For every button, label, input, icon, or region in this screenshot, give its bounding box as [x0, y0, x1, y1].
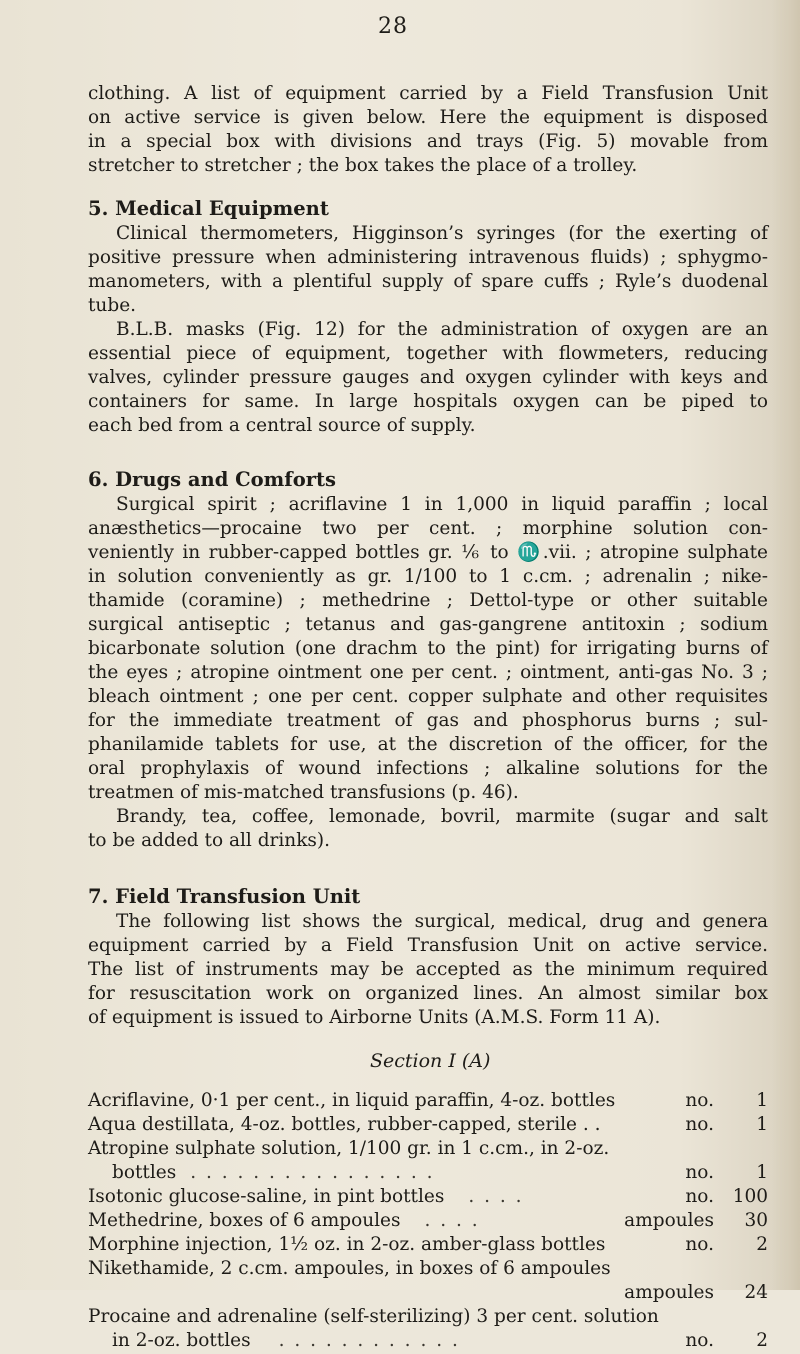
item-description: Morphine injection, 1½ oz. in 2-oz. amber-glass bottles	[88, 1234, 606, 1255]
text-line: the eyes ; atropine ointment one per cent. ; ointment, anti-gas No. 3 ;	[88, 662, 768, 683]
section-field-transfusion-unit	[88, 884, 768, 1030]
item-description: Acriflavine, 0·1 per cent., in liquid paraffin, 4-oz. bottles	[88, 1090, 616, 1111]
text-line: containers for same. In large hospitals oxygen can be piped to	[88, 391, 768, 412]
list-item	[88, 1088, 768, 1114]
item-description	[88, 1208, 480, 1234]
item-unit: no.	[685, 1090, 714, 1111]
item-quantity: 2	[756, 1330, 768, 1351]
item-unit: ampoules	[624, 1210, 714, 1231]
list-item	[88, 1232, 768, 1258]
text-line: anæsthetics—procaine two per cent. ; morphine solution con-	[88, 518, 768, 539]
leader-dots: . . . . . . . . . . . .	[278, 1330, 460, 1351]
text-line: of equipment is issued to Airborne Units (A.M.S. Form 11 A).	[88, 1007, 661, 1028]
section-heading: 6. Drugs and Comforts	[88, 468, 336, 491]
text-line: bicarbonate solution (one drachm to the pint) for irrigating burns of	[88, 638, 768, 659]
item-description: Nikethamide, 2 c.cm. ampoules, in boxes of 6 ampoules	[88, 1258, 611, 1279]
list-item	[88, 1208, 768, 1234]
intro-paragraph	[88, 82, 768, 178]
text-line: stretcher to stretcher ; the box takes the place of a trolley.	[88, 155, 638, 176]
text-line: oral prophylaxis of wound infections ; alkaline solutions for the	[88, 758, 768, 779]
list-item	[88, 1328, 768, 1354]
leader-dots: . . . . . . . . . . . . . . . .	[190, 1162, 435, 1183]
item-quantity: 24	[744, 1282, 768, 1303]
item-description: Aqua destillata, 4-oz. bottles, rubber-capped, sterile . .	[88, 1114, 601, 1135]
item-unit: no.	[685, 1114, 714, 1135]
section-heading: 7. Field Transfusion Unit	[88, 885, 361, 908]
text-line: valves, cylinder pressure gauges and oxygen cylinder with keys and	[88, 367, 768, 388]
text-line: equipment carried by a Field Transfusion Unit on active service.	[88, 935, 768, 956]
text-line: each bed from a central source of supply.	[88, 415, 476, 436]
item-unit: no.	[685, 1330, 714, 1351]
subsection-title: Section I (A)	[370, 1050, 491, 1072]
page-number: 28	[378, 14, 408, 39]
text-line: treatmen of mis-matched transfusions (p. 46).	[88, 782, 519, 803]
text-line: tube.	[88, 295, 137, 316]
item-quantity: 1	[756, 1090, 768, 1111]
item-description: Procaine and adrenaline (self-sterilizing) 3 per cent. solution	[88, 1306, 659, 1327]
text-line: thamide (coramine) ; methedrine ; Dettol-type or other suitable	[88, 590, 768, 611]
text-line: on active service is given below. Here the equipment is disposed	[88, 107, 768, 128]
text-line: phanilamide tablets for use, at the discretion of the officer, for the	[88, 734, 768, 755]
text-line: for resuscitation work on organized lines. An almost similar box	[88, 983, 768, 1004]
page-edge-shadow	[772, 0, 800, 1290]
leader-dots: . . . .	[424, 1210, 480, 1231]
item-quantity: 2	[756, 1234, 768, 1255]
section-medical-equipment	[88, 196, 768, 438]
item-quantity: 30	[744, 1210, 768, 1231]
item-quantity: 1	[756, 1114, 768, 1135]
item-unit: no.	[685, 1234, 714, 1255]
item-description-text: Isotonic glucose-saline, in pint bottles	[88, 1186, 445, 1207]
list-item	[88, 1304, 768, 1330]
text-line: manometers, with a plentiful supply of spare cuffs ; Ryle’s duodenal	[88, 271, 768, 292]
list-item	[88, 1280, 768, 1306]
list-item	[88, 1112, 768, 1138]
text-line: essential piece of equipment, together with flowmeters, reducing	[88, 343, 768, 364]
item-unit: no.	[685, 1162, 714, 1183]
item-unit: no.	[685, 1186, 714, 1207]
list-item	[88, 1136, 768, 1162]
list-item	[88, 1184, 768, 1210]
text-line: surgical antiseptic ; tetanus and gas-gangrene antitoxin ; sodium	[88, 614, 768, 635]
section-heading: 5. Medical Equipment	[88, 197, 329, 220]
text-line: to be added to all drinks).	[88, 830, 331, 851]
text-line: bleach ointment ; one per cent. copper sulphate and other requisites	[88, 686, 768, 707]
item-description-text: Methedrine, boxes of 6 ampoules	[88, 1210, 401, 1231]
item-description	[88, 1184, 524, 1210]
item-unit: ampoules	[624, 1282, 714, 1303]
text-line: B.L.B. masks (Fig. 12) for the administration of oxygen are an	[116, 319, 768, 340]
text-line: in a special box with divisions and trays (Fig. 5) movable from	[88, 131, 768, 152]
text-line: veniently in rubber-capped bottles gr. ⅙ to ♏.vii. ; atropine sulphate	[88, 542, 768, 563]
section-drugs-and-comforts	[88, 467, 768, 853]
item-description: Atropine sulphate solution, 1/100 gr. in 1 c.cm., in 2-oz.	[88, 1138, 610, 1159]
item-description-text: in 2-oz. bottles	[112, 1330, 251, 1351]
item-description	[112, 1328, 460, 1354]
item-description-text: bottles	[112, 1162, 177, 1183]
leader-dots: . . . .	[468, 1186, 524, 1207]
text-line: The following list shows the surgical, medical, drug and genera	[116, 911, 768, 932]
text-line: Brandy, tea, coffee, lemonade, bovril, marmite (sugar and salt	[116, 806, 768, 827]
list-item	[88, 1160, 768, 1186]
item-quantity: 100	[732, 1186, 768, 1207]
text-line: Clinical thermometers, Higginson’s syringes (for the exerting of	[116, 223, 768, 244]
text-line: clothing. A list of equipment carried by a Field Transfusion Unit	[88, 83, 768, 104]
text-line: for the immediate treatment of gas and phosphorus burns ; sul-	[88, 710, 768, 731]
text-line: Surgical spirit ; acriflavine 1 in 1,000 in liquid paraffin ; local	[116, 494, 768, 515]
item-quantity: 1	[756, 1162, 768, 1183]
text-line: positive pressure when administering intravenous fluids) ; sphygmo-	[88, 247, 768, 268]
text-line: The list of instruments may be accepted as the minimum required	[88, 959, 768, 980]
list-item	[88, 1256, 768, 1282]
item-description	[112, 1160, 435, 1186]
text-line: in solution conveniently as gr. 1/100 to 1 c.cm. ; adrenalin ; nike-	[88, 566, 768, 587]
